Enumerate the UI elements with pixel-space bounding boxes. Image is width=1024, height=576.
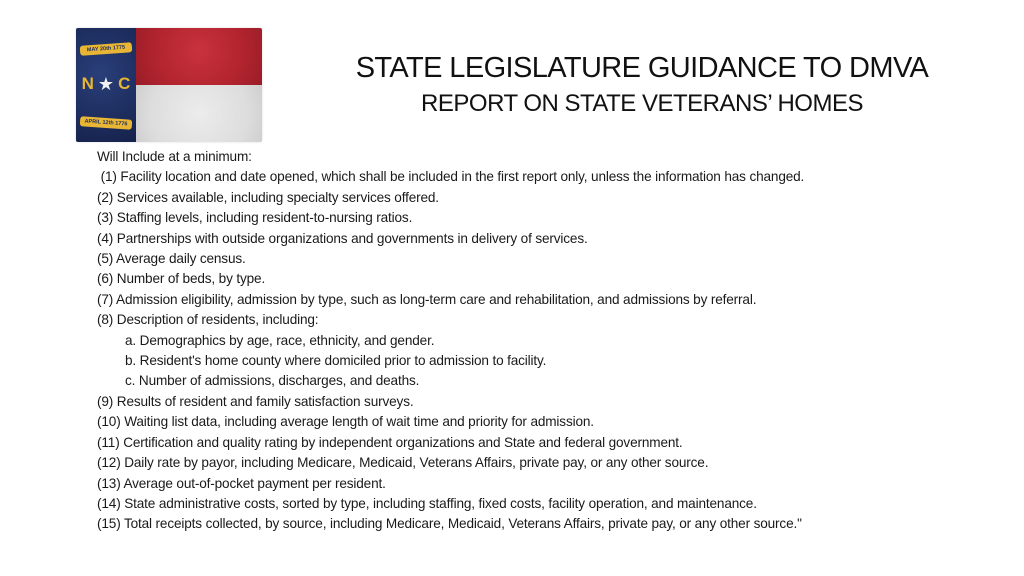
list-item: (3) Staffing levels, including resident-to-nursing ratios. xyxy=(97,210,413,226)
list-item: (14) State administrative costs, sorted by type, including staffing, fixed costs, facility operation, and maintenance. xyxy=(97,495,757,511)
north-carolina-flag-image xyxy=(76,28,262,142)
flag-bottom-scroll: APRIL 12th 1776 xyxy=(80,116,133,130)
list-item: (5) Average daily census. xyxy=(97,251,246,267)
list-item: (9) Results of resident and family satisfaction surveys. xyxy=(97,393,414,409)
list-item: (6) Number of beds, by type. xyxy=(97,271,266,287)
list-subitem: c. Number of admissions, discharges, and deaths. xyxy=(125,373,420,389)
list-intro: Will Include at a minimum: xyxy=(97,149,252,164)
list-subitem: b. Resident's home county where domiciled prior to admission to facility. xyxy=(125,353,547,369)
flag-top-scroll: MAY 20th 1775 xyxy=(80,42,133,56)
requirements-list xyxy=(97,147,977,535)
list-item: (1) Facility location and date opened, which shall be included in the first report only, unless the information has changed. xyxy=(97,169,805,185)
slide-title: STATE LEGISLATURE GUIDANCE TO DMVA xyxy=(355,52,929,84)
list-item: (10) Waiting list data, including average length of wait time and priority for admission. xyxy=(97,414,594,430)
flag-letter-c: C xyxy=(118,74,131,93)
list-item: (8) Description of residents, including: xyxy=(97,312,319,328)
flag-red-stripe xyxy=(136,28,262,85)
list-item: (13) Average out-of-pocket payment per resident. xyxy=(97,475,386,491)
flag-letter-n: N xyxy=(81,74,94,93)
list-item: (4) Partnerships with outside organizations and governments in delivery of services. xyxy=(97,230,588,246)
flag-nc-emblem xyxy=(76,74,136,94)
list-item: (12) Daily rate by payor, including Medicare, Medicaid, Veterans Affairs, private pay, or any other source. xyxy=(97,455,709,471)
star-icon: ★ xyxy=(97,73,115,94)
list-item: (11) Certification and quality rating by independent organizations and State and federal government. xyxy=(97,434,683,450)
list-item: (2) Services available, including specialty services offered. xyxy=(97,189,439,205)
list-item: (7) Admission eligibility, admission by type, such as long-term care and rehabilitation, and admissions by referral. xyxy=(97,291,757,307)
list-subitem: a. Demographics by age, race, ethnicity, and gender. xyxy=(125,332,435,348)
flag-white-stripe xyxy=(136,85,262,142)
slide-subtitle: REPORT ON STATE VETERANS’ HOMES xyxy=(421,90,863,117)
list-item: (15) Total receipts collected, by source, including Medicare, Medicaid, Veterans Affairs, private pay, or any other source." xyxy=(97,516,802,532)
